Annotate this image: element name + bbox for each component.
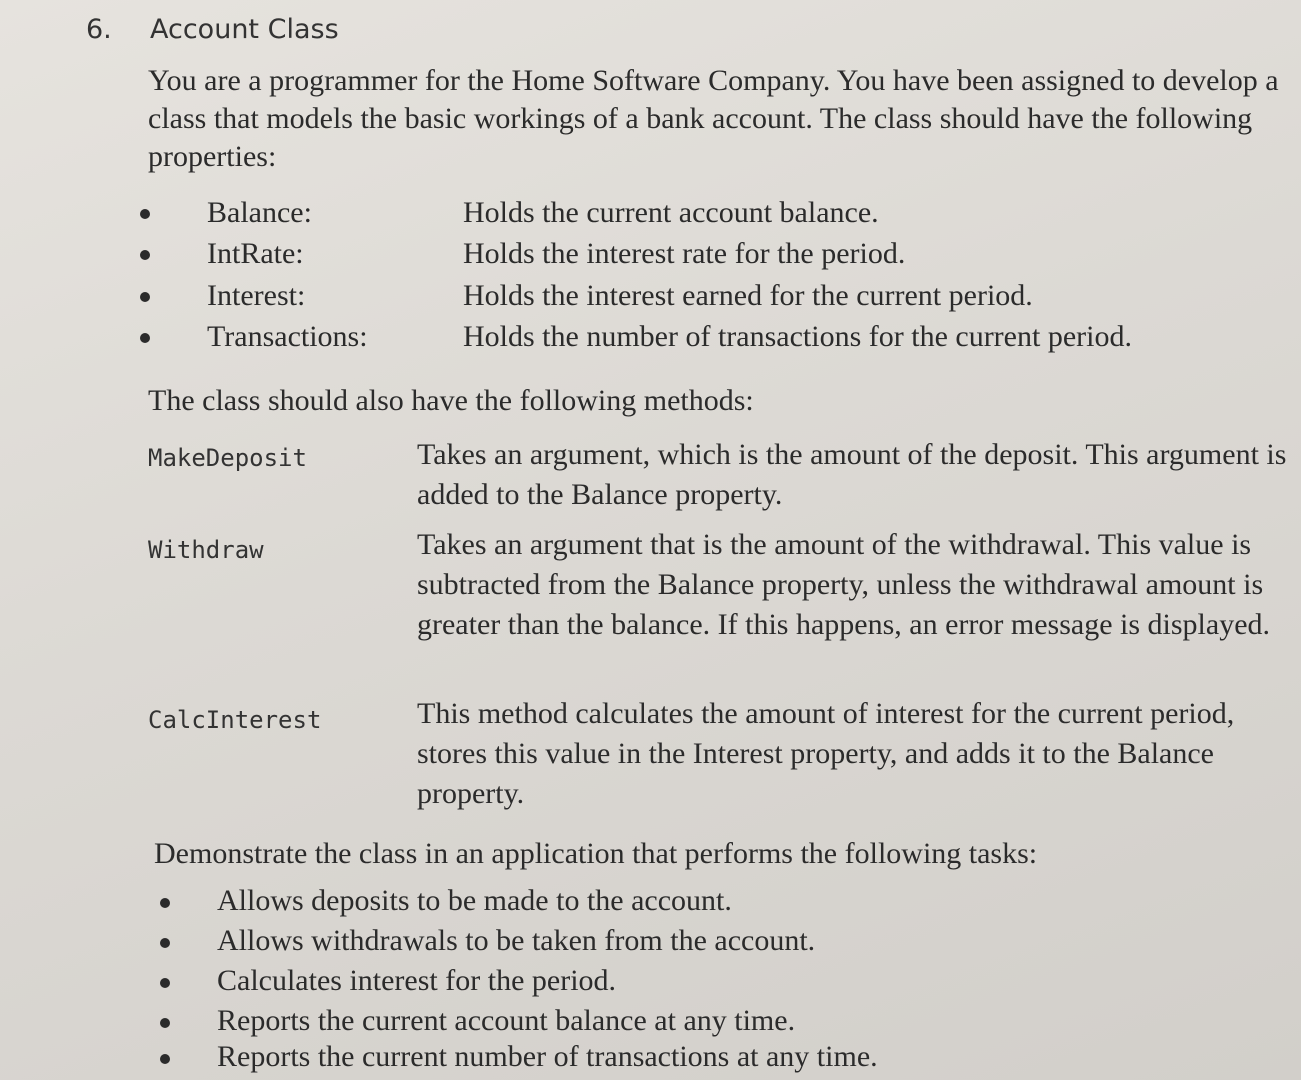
bullet-icon — [160, 1054, 170, 1064]
bullet-icon — [160, 898, 170, 908]
task-text: Reports the current number of transactions at any time. — [217, 1040, 878, 1073]
task-text: Calculates interest for the period. — [217, 964, 617, 997]
method-description: Takes an argument that is the amount of the withdrawal. This value is subtracted from the Balance property, unless the withdrawal amount is greater than the balance. If this happens, an error message is displayed. — [417, 528, 1271, 641]
bullet-icon — [140, 209, 150, 219]
method-name: Withdraw — [148, 536, 264, 564]
exercise-heading — [86, 14, 339, 45]
task-text: Allows deposits to be made to the account. — [217, 884, 732, 917]
methods-intro: The class should also have the following methods: — [148, 384, 754, 417]
exercise-title: Account Class — [150, 14, 339, 45]
property-name: Transactions: — [207, 320, 368, 353]
property-name: IntRate: — [207, 237, 304, 270]
bullet-icon — [160, 978, 170, 988]
method-name: CalcInterest — [148, 706, 322, 734]
intro-paragraph: You are a programmer for the Home Software Company. You have been assigned to develop a class that models the basic workings of a bank account. The class should have the following properties: — [148, 64, 1279, 173]
exercise-number: 6. — [86, 14, 112, 45]
task-text: Allows withdrawals to be taken from the account. — [217, 924, 816, 957]
property-description: Holds the current account balance. — [463, 196, 879, 229]
bullet-icon — [140, 292, 150, 302]
method-description: Takes an argument, which is the amount of the deposit. This argument is added to the Balance property. — [417, 438, 1287, 511]
bullet-icon — [160, 1018, 170, 1028]
property-name: Interest: — [207, 279, 306, 312]
method-description: This method calculates the amount of interest for the current period, stores this value in the Interest property, and adds it to the Balance property. — [417, 697, 1235, 810]
property-description: Holds the interest earned for the current period. — [463, 279, 1033, 312]
bullet-icon — [140, 333, 150, 343]
property-description: Holds the interest rate for the period. — [463, 237, 906, 270]
bullet-icon — [140, 250, 150, 260]
tasks-intro: Demonstrate the class in an application that performs the following tasks: — [154, 837, 1038, 870]
method-name: MakeDeposit — [148, 444, 307, 472]
property-name: Balance: — [207, 196, 312, 229]
property-description: Holds the number of transactions for the current period. — [463, 320, 1132, 353]
task-text: Reports the current account balance at any time. — [217, 1004, 796, 1037]
bullet-icon — [160, 938, 170, 948]
